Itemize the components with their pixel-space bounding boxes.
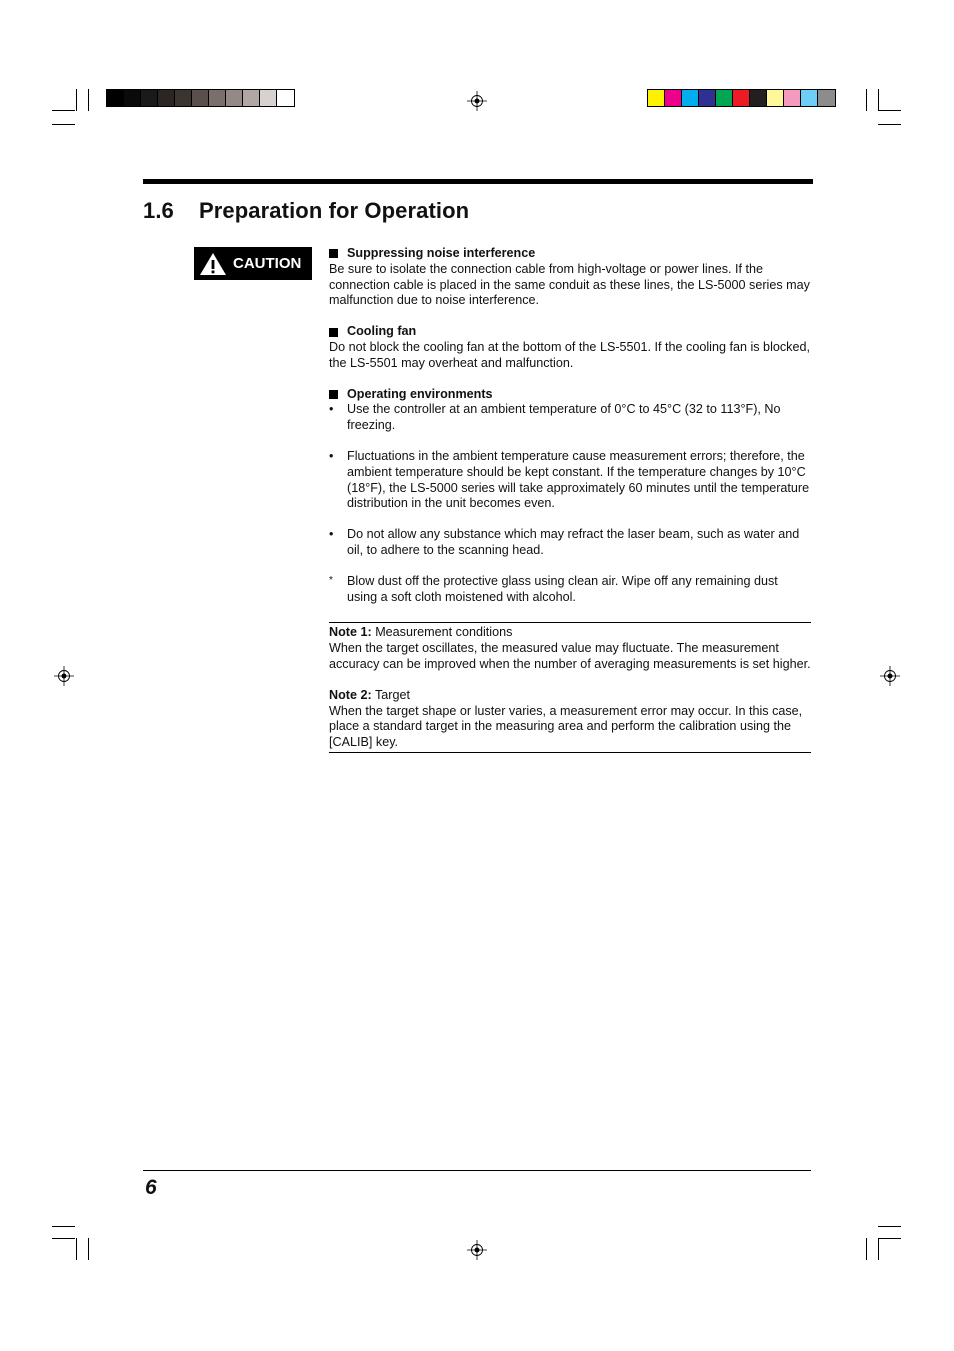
crop-mark <box>52 1226 75 1227</box>
bottom-rule <box>143 1170 811 1171</box>
list-item-text: Use the controller at an ambient temperature of 0°C to 45°C (32 to 113°F), No freezing. <box>347 402 781 433</box>
note-title: Target <box>374 687 410 702</box>
list-item-text: Fluctuations in the ambient temperature cause measurement errors; therefore, the ambient temperature should be kept constant. If the temperature changes by 10°C (18°F), the LS-5000 series will take approximately 60 minutes until the temperature distribution in the unit becomes even. <box>347 448 810 511</box>
crop-mark <box>878 1238 901 1239</box>
color-swatch <box>682 90 699 106</box>
note-2 <box>329 688 811 751</box>
note-label: Note 1: <box>329 625 372 640</box>
color-swatch <box>226 90 243 106</box>
crop-mark <box>878 89 879 111</box>
crop-mark <box>52 1238 75 1239</box>
crop-mark <box>878 124 901 125</box>
bullet-mark: • <box>329 527 334 542</box>
fan-heading-text: Cooling fan <box>347 324 417 339</box>
color-swatch <box>243 90 260 106</box>
note-label: Note 2: <box>329 687 372 702</box>
bullet-mark: • <box>329 448 334 463</box>
color-swatch <box>665 90 682 106</box>
list-item <box>329 574 811 606</box>
env-block <box>329 387 811 606</box>
color-swatch <box>801 90 818 106</box>
color-swatch <box>192 90 209 106</box>
color-swatch <box>107 90 124 106</box>
fan-body: Do not block the cooling fan at the bottom of the LS-5501. If the cooling fan is blocked, the LS-5501 may overheat and malfunction. <box>329 339 810 370</box>
noise-body: Be sure to isolate the connection cable from high-voltage or power lines. If the connection cable is placed in the same conduit as these lines, the LS-5000 series may malfunction due to noise interference. <box>329 261 810 308</box>
crop-mark <box>52 124 75 125</box>
content-column <box>329 246 811 753</box>
list-item <box>329 402 811 434</box>
fan-block <box>329 324 811 371</box>
color-swatch <box>124 90 141 106</box>
list-item <box>329 527 811 559</box>
color-swatch <box>784 90 801 106</box>
crop-mark <box>88 89 89 111</box>
section-title-text: Preparation for Operation <box>199 198 470 223</box>
square-bullet-icon <box>329 249 338 258</box>
list-item-text: Blow dust off the protective glass using clean air. Wipe off any remaining dust using a soft cloth moistened with alcohol. <box>347 573 778 604</box>
color-swatch <box>277 90 294 106</box>
color-swatch <box>750 90 767 106</box>
color-swatch <box>733 90 750 106</box>
color-swatch <box>158 90 175 106</box>
note-body: When the target shape or luster varies, a measurement error may occur. In this case, place a standard target in the measuring area and perform the calibration using the [CALIB] key. <box>329 703 803 750</box>
crop-mark <box>88 1238 89 1260</box>
crop-mark <box>878 1238 879 1260</box>
registration-mark-icon <box>54 666 74 686</box>
color-swatch <box>767 90 784 106</box>
color-swatch <box>699 90 716 106</box>
section-title <box>143 198 469 224</box>
color-swatch <box>818 90 835 106</box>
square-bullet-icon <box>329 328 338 337</box>
noise-block <box>329 246 811 309</box>
registration-mark-icon <box>467 1240 487 1260</box>
list-item <box>329 449 811 512</box>
env-heading-text: Operating environments <box>347 386 493 401</box>
env-heading <box>329 387 811 403</box>
registration-mark-icon <box>467 91 487 111</box>
color-swatch <box>175 90 192 106</box>
caution-label: CAUTION <box>233 255 302 272</box>
fan-heading <box>329 324 811 340</box>
note-body: When the target oscillates, the measured value may fluctuate. The measurement accuracy can be improved when the number of averaging measurements is set higher. <box>329 641 811 671</box>
note-title: Measurement conditions <box>375 625 513 640</box>
crop-mark <box>878 1226 901 1227</box>
asterisk-mark: * <box>329 574 333 586</box>
noise-heading-text: Suppressing noise interference <box>347 246 536 260</box>
crop-mark <box>76 89 77 111</box>
top-rule <box>143 179 813 184</box>
crop-mark <box>878 110 901 111</box>
crop-mark <box>52 110 75 111</box>
page-number: 6 <box>145 1176 157 1199</box>
square-bullet-icon <box>329 390 338 399</box>
section-number: 1.6 <box>143 198 174 223</box>
crop-mark <box>76 1238 77 1260</box>
bullet-mark: • <box>329 402 334 417</box>
registration-mark-icon <box>880 666 900 686</box>
caution-badge <box>194 247 312 280</box>
warning-triangle-icon <box>198 251 228 277</box>
color-swatch <box>209 90 226 106</box>
notes-box <box>329 622 811 753</box>
color-swatch <box>141 90 158 106</box>
process-color-bar <box>647 89 836 107</box>
list-item-text: Do not allow any substance which may refract the laser beam, such as water and oil, to adhere to the scanning head. <box>347 527 800 557</box>
grayscale-color-bar <box>106 89 295 107</box>
color-swatch <box>648 90 665 106</box>
noise-heading <box>329 246 811 262</box>
color-swatch <box>260 90 277 106</box>
note-1 <box>329 625 811 672</box>
crop-mark <box>866 1238 867 1260</box>
color-swatch <box>716 90 733 106</box>
crop-mark <box>866 89 867 111</box>
